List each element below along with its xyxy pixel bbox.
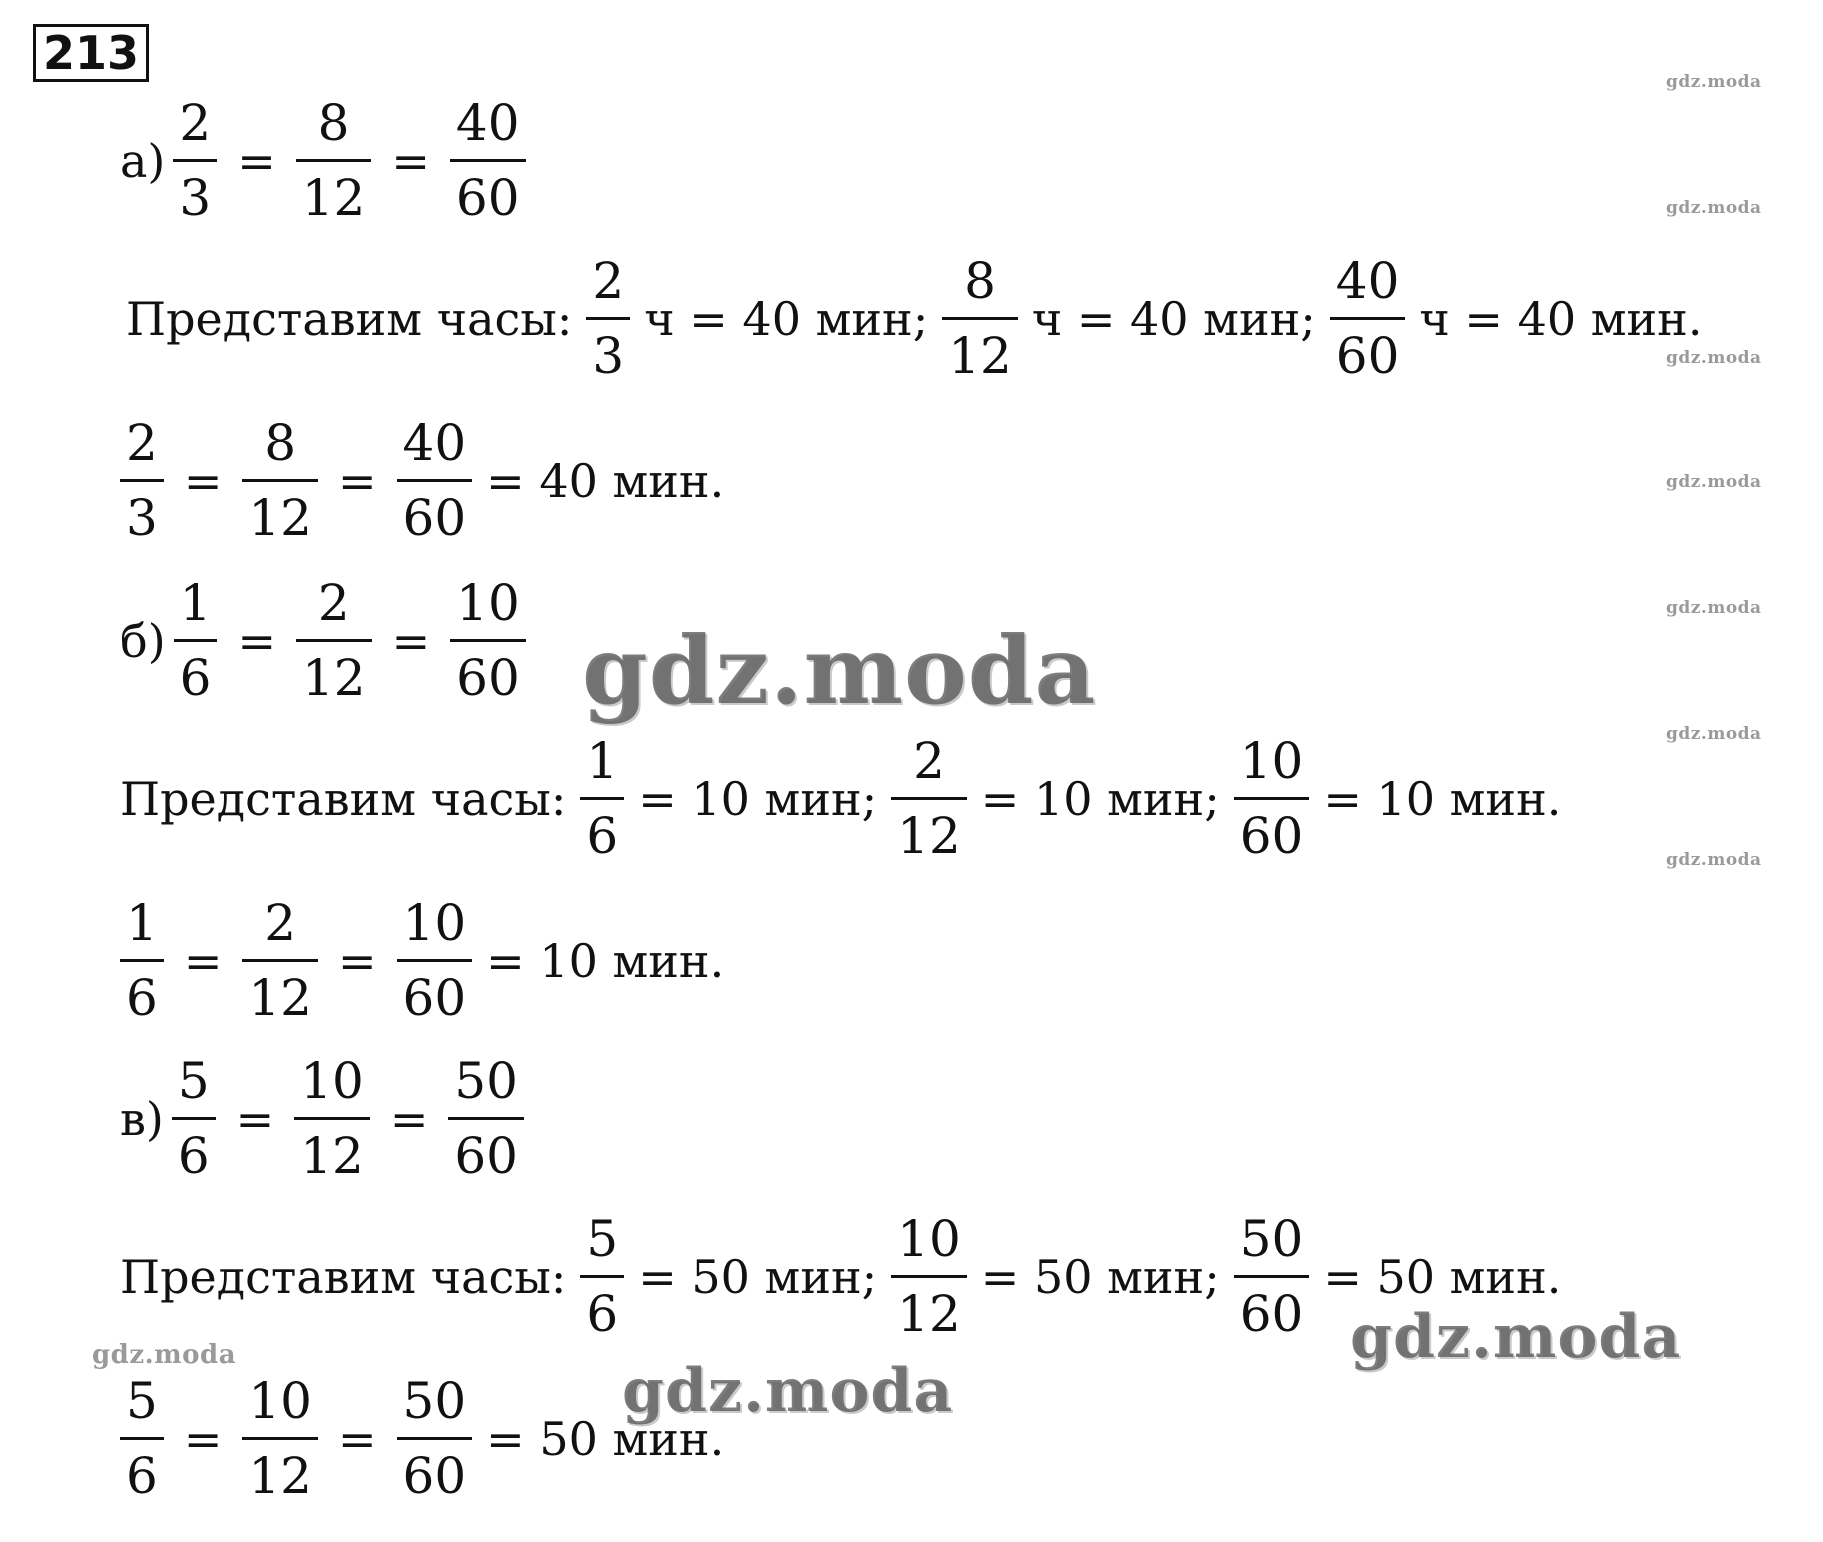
numerator: 2	[126, 414, 158, 472]
equals-sign: =	[183, 453, 223, 508]
denominator: 12	[897, 807, 961, 865]
fraction	[448, 1054, 524, 1183]
numerator: 2	[179, 94, 212, 152]
fraction-bar	[1234, 1275, 1310, 1278]
numerator: 1	[126, 894, 158, 952]
numerator: 2	[592, 252, 625, 310]
fraction	[942, 254, 1018, 383]
fraction	[450, 576, 526, 705]
denominator: 60	[455, 169, 520, 227]
fraction	[242, 1374, 318, 1503]
watermark-small: gdz.moda	[1666, 72, 1762, 92]
numerator: 10	[248, 1372, 312, 1430]
numerator: 10	[456, 574, 520, 632]
fraction-bar	[448, 1117, 524, 1120]
equals-sign: =	[391, 133, 430, 188]
denominator: 6	[586, 1285, 619, 1343]
fraction-bar	[242, 479, 318, 482]
equals-sign: =	[183, 1411, 223, 1466]
equals-sign: =	[337, 933, 377, 988]
part-b-result-line	[112, 896, 730, 1025]
equals-sign: =	[235, 1091, 275, 1146]
denominator: 60	[1239, 807, 1304, 865]
fraction	[120, 1374, 164, 1503]
numerator: 10	[897, 1210, 961, 1268]
fraction	[450, 96, 526, 225]
denominator: 3	[592, 327, 625, 385]
minutes-text: ч = 40 мин;	[644, 291, 929, 346]
denominator: 60	[402, 969, 467, 1027]
minutes-text: = 50 мин.	[1323, 1249, 1562, 1304]
fraction	[173, 96, 217, 225]
fraction-bar	[120, 1437, 164, 1440]
part-a-equation	[120, 96, 534, 225]
denominator: 60	[456, 649, 520, 707]
part-v-equation	[120, 1054, 532, 1183]
equals-sign: =	[337, 1411, 377, 1466]
fraction-bar	[397, 479, 473, 482]
result-text: = 40 мин.	[486, 453, 725, 508]
fraction-bar	[172, 1117, 216, 1120]
fraction-bar	[891, 1275, 967, 1278]
fraction-bar	[942, 317, 1018, 320]
minutes-text: = 10 мин;	[638, 771, 878, 826]
fraction	[397, 896, 473, 1025]
watermark-large: gdz.moda	[1350, 1302, 1682, 1372]
fraction-bar	[397, 1437, 473, 1440]
numerator: 2	[317, 574, 350, 632]
denominator: 6	[126, 1447, 158, 1505]
watermark-small: gdz.moda	[1666, 348, 1762, 368]
fraction	[296, 576, 372, 705]
denominator: 60	[402, 489, 467, 547]
equals-sign: =	[237, 613, 276, 668]
part-a-result-line	[112, 416, 730, 545]
denominator: 60	[402, 1447, 467, 1505]
watermark-small: gdz.moda	[1666, 724, 1762, 744]
numerator: 8	[317, 94, 350, 152]
phrase-text: Представим часы:	[126, 291, 573, 346]
fraction-bar	[296, 159, 372, 162]
fraction	[1234, 1212, 1310, 1341]
numerator: 10	[1239, 732, 1304, 790]
phrase-text: Представим часы:	[120, 1249, 567, 1304]
numerator: 5	[126, 1372, 158, 1430]
minutes-text: = 50 мин;	[638, 1249, 878, 1304]
fraction	[580, 1212, 624, 1341]
numerator: 40	[402, 414, 467, 472]
fraction-bar	[1330, 317, 1406, 320]
fraction-bar	[296, 639, 372, 642]
fraction-bar	[174, 639, 218, 642]
numerator: 8	[964, 252, 996, 310]
fraction	[580, 734, 624, 863]
denominator: 12	[248, 489, 312, 547]
part-b-hours-line	[114, 734, 1567, 863]
fraction-bar	[586, 317, 630, 320]
minutes-text: = 10 мин;	[980, 771, 1220, 826]
denominator: 12	[897, 1285, 961, 1343]
numerator: 50	[1239, 1210, 1304, 1268]
equals-sign: =	[237, 133, 276, 188]
fraction-bar	[120, 479, 164, 482]
numerator: 10	[300, 1052, 364, 1110]
denominator: 12	[248, 1447, 312, 1505]
minutes-text: ч = 40 мин;	[1031, 291, 1316, 346]
fraction-bar	[450, 159, 526, 162]
fraction	[891, 1212, 967, 1341]
watermark-small: gdz.moda	[1666, 198, 1762, 218]
equals-sign: =	[389, 1091, 429, 1146]
fraction	[296, 96, 372, 225]
numerator: 1	[586, 732, 619, 790]
fraction	[397, 1374, 473, 1503]
numerator: 5	[177, 1052, 210, 1110]
denominator: 3	[126, 489, 158, 547]
numerator: 2	[264, 894, 297, 952]
task-number-box: 213	[33, 24, 149, 82]
fraction-bar	[242, 959, 318, 962]
minutes-text: = 10 мин.	[1323, 771, 1562, 826]
fraction-bar	[173, 159, 217, 162]
minutes-text: = 50 мин;	[980, 1249, 1220, 1304]
denominator: 6	[177, 1127, 210, 1185]
denominator: 6	[126, 969, 158, 1027]
fraction-bar	[580, 1275, 624, 1278]
numerator: 10	[402, 894, 467, 952]
watermark-small: gdz.moda	[1666, 598, 1762, 618]
equals-sign: =	[337, 453, 377, 508]
fraction-bar	[120, 959, 164, 962]
phrase-text: Представим часы:	[120, 771, 567, 826]
part-a-hours-line	[120, 254, 1708, 383]
fraction	[174, 576, 218, 705]
fraction	[172, 1054, 216, 1183]
fraction	[120, 896, 164, 1025]
fraction-bar	[891, 797, 967, 800]
denominator: 60	[454, 1127, 518, 1185]
fraction-bar	[450, 639, 526, 642]
part-b-label: б)	[120, 613, 166, 668]
fraction-bar	[580, 797, 624, 800]
denominator: 12	[302, 649, 366, 707]
equals-sign: =	[391, 613, 431, 668]
equals-sign: =	[183, 933, 223, 988]
fraction	[294, 1054, 370, 1183]
result-text: = 50 мин.	[486, 1411, 725, 1466]
fraction-bar	[294, 1117, 370, 1120]
denominator: 60	[1335, 327, 1400, 385]
numerator: 1	[179, 574, 212, 632]
denominator: 12	[301, 169, 366, 227]
watermark-small: gdz.moda	[1666, 850, 1762, 870]
watermark-large: gdz.moda	[622, 1356, 954, 1426]
watermark-small: gdz.moda	[92, 1340, 237, 1370]
numerator: 2	[913, 732, 945, 790]
fraction	[586, 254, 630, 383]
watermark-large: gdz.moda	[582, 616, 1097, 726]
fraction	[1234, 734, 1310, 863]
fraction-bar	[1234, 797, 1310, 800]
fraction	[891, 734, 967, 863]
minutes-text: ч = 40 мин.	[1419, 291, 1703, 346]
numerator: 40	[1335, 252, 1400, 310]
numerator: 50	[402, 1372, 467, 1430]
numerator: 50	[454, 1052, 518, 1110]
numerator: 5	[586, 1210, 619, 1268]
denominator: 6	[179, 649, 212, 707]
fraction-bar	[242, 1437, 318, 1440]
fraction	[242, 896, 318, 1025]
numerator: 40	[455, 94, 520, 152]
denominator: 60	[1239, 1285, 1304, 1343]
denominator: 6	[586, 807, 619, 865]
part-a-label: а)	[120, 133, 166, 188]
numerator: 8	[264, 414, 297, 472]
denominator: 12	[948, 327, 1012, 385]
fraction	[242, 416, 318, 545]
denominator: 12	[248, 969, 312, 1027]
denominator: 3	[179, 169, 212, 227]
fraction-bar	[397, 959, 473, 962]
fraction	[397, 416, 473, 545]
result-text: = 10 мин.	[486, 933, 725, 988]
part-b-equation	[120, 576, 534, 705]
fraction	[1330, 254, 1406, 383]
part-v-label: в)	[120, 1091, 164, 1146]
denominator: 12	[300, 1127, 364, 1185]
fraction	[120, 416, 164, 545]
watermark-small: gdz.moda	[1666, 472, 1762, 492]
